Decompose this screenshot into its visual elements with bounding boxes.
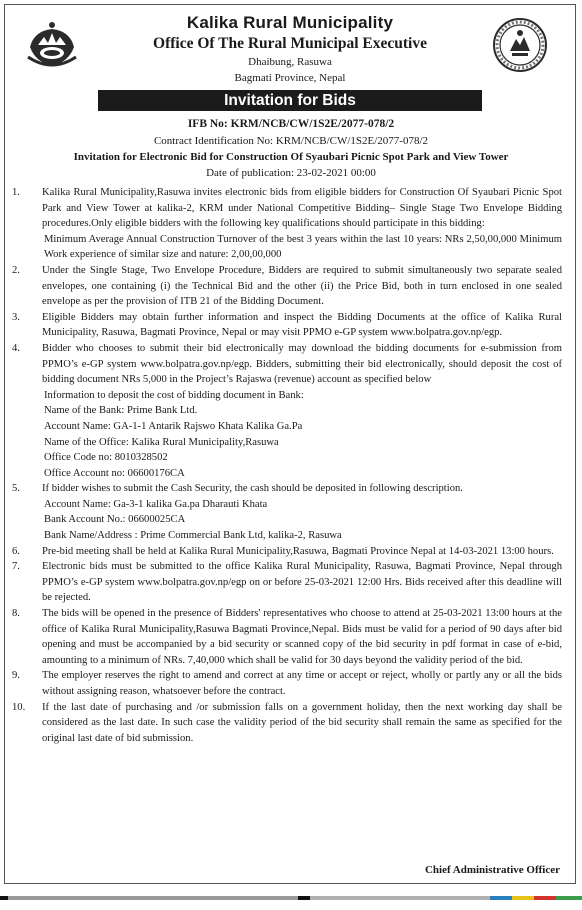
ifb-number: IFB No: KRM/NCB/CW/1S2E/2077-078/2 <box>187 118 395 130</box>
list-item <box>10 700 562 747</box>
item-number: 9. <box>12 670 20 682</box>
item-number: 4. <box>12 342 20 354</box>
item-text: Name of the Bank: Prime Bank Ltd. <box>44 405 198 417</box>
item-number: 5. <box>12 483 20 495</box>
item-text: The employer reserves the right to amend and correct at any time or accept or reject, wholly or partly any or all the bids without assigning reason, whatsoever before the contract. <box>42 670 562 697</box>
list-item <box>10 559 562 606</box>
item-text: Bank Name/Address : Prime Commercial Bank Ltd, kalika-2, Rasuwa <box>44 530 342 542</box>
municipality-name: Kalika Rural Municipality <box>186 13 394 32</box>
item-text: Office Code no: 8010328502 <box>44 452 168 464</box>
item-number: 2. <box>12 264 20 276</box>
list-item <box>10 263 562 310</box>
item-number: 1. <box>12 187 20 198</box>
item-text: Information to deposit the cost of bidding document in Bank: <box>44 389 304 401</box>
bar-segment <box>8 896 298 900</box>
address-line-2: Bagmati Province, Nepal <box>234 72 346 84</box>
signature-title: Chief Administrative Officer <box>424 864 560 876</box>
item-number: 7. <box>12 561 20 573</box>
bar-segment <box>556 896 582 900</box>
item-text: If the last date of purchasing and /or submission falls on a government holiday, then the next working day shall be considered as the last date. In such case the validity period of the bid security shall remain the same as specified for the original last date of bid submission. <box>42 701 562 744</box>
list-item <box>10 310 562 341</box>
bid-items-list <box>10 185 562 746</box>
office-name: Office Of The Rural Municipal Executive <box>153 35 427 52</box>
contract-id: Contract Identification No: KRM/NCB/CW/1S2E/2077-078/2 <box>153 135 429 147</box>
municipality-emblem-icon <box>24 17 80 73</box>
item-number: 8. <box>12 608 20 620</box>
bar-segment <box>310 896 490 900</box>
item-text: Name of the Office: Kalika Rural Municipality,Rasuwa <box>44 436 279 448</box>
item-text: Kalika Rural Municipality,Rasuwa invites electronic bids from eligible bidders for Construction Of Syaubari Picnic Spot Park and View Tower at kalika-2, KRM under National Competitive Bidding– Single Stage Two Envelope Bidding procedures.Only eligible bidders with the following key qualifications should participate in this bidding: <box>42 187 562 230</box>
item-text: If bidder wishes to submit the Cash Security, the cash should be deposited in following description. <box>42 483 463 495</box>
bar-segment <box>534 896 556 900</box>
list-item <box>10 341 562 481</box>
banner-title: Invitation for Bids <box>98 90 482 111</box>
item-text: Electronic bids must be submitted to the office Kalika Rural Municipality, Rasuwa, Bagmati Province, Nepal through PPMO’s e-GP system www.bolpatra.gov.np/egp on or before 25-03-2021 12:00 Hrs. Bids received after this deadline will be rejected. <box>42 561 562 604</box>
list-item <box>10 606 562 668</box>
item-text: Bidder who chooses to submit their bid electronically may download the bidding documents for e-submission from PPMO’s e-GP system www.bolpatra.gov.np/egp. Bidders, submitting their bid electronically, should deposit the cost of bidding document NRs 5,000 in the Project’s Rajaswa (revenue) account as specified below <box>42 342 562 386</box>
item-text: Pre-bid meeting shall be held at Kalika Rural Municipality,Rasuwa, Bagmati Province Nepal at 14-03-2021 13:00 hours. <box>42 545 554 557</box>
item-number: 10. <box>12 701 26 713</box>
publication-date: Date of publication: 23-02-2021 00:00 <box>206 167 376 179</box>
bid-subject: Invitation for Electronic Bid for Construction Of Syaubari Picnic Spot Park and View Tower <box>73 151 509 163</box>
list-item <box>10 544 562 560</box>
bar-segment <box>490 896 512 900</box>
item-number: 3. <box>12 311 20 323</box>
item-text: Office Account no: 06600176CA <box>44 467 185 479</box>
circular-seal-icon <box>492 17 548 73</box>
list-item <box>10 668 562 699</box>
item-text: Minimum Average Annual Construction Turnover of the best 3 years within the last 10 years: NRs 2,50,00,000 Minimum Work experience of similar size and nature: 2,00,00,000 <box>44 233 562 261</box>
list-item <box>10 481 562 543</box>
item-text: Bank Account No.: 06600025CA <box>44 514 186 526</box>
address-line-1: Dhaibung, Rasuwa <box>248 56 332 68</box>
bottom-color-bar <box>0 896 582 900</box>
bar-segment <box>0 896 8 900</box>
item-text: Under the Single Stage, Two Envelope Procedure, Bidders are required to submit simultaneously two separate sealed envelopes, one containing (i) the Technical Bid and the other (ii) the Price Bid, both in turn enclosed in one sealed envelope as per the provision of ITB 21 of the Bidding Document. <box>42 264 562 308</box>
item-number: 6. <box>12 545 20 557</box>
bar-segment <box>298 896 310 900</box>
item-text: Account Name: GA-1-1 Antarik Rajswo Khata Kalika Ga.Pa <box>44 420 303 432</box>
item-text: The bids will be opened in the presence of Bidders' representatives who choose to attend at 25-03-2021 13:00 hours at the office of Kalika Rural Municipality,Rasuwa Bagmati Province,Nepal. Bids must be valid for a period of 90 days after bid opening and must be accompanied by a bid security or scanned copy of the bid security in pdf format in case of e-bid, amounting to a minimum of NRs. 7,40,000 which shall be valid for 30 days beyond the validity period of the bid. <box>42 608 562 666</box>
list-item <box>10 185 562 263</box>
item-text: Eligible Bidders may obtain further information and inspect the Bidding Documents at the office of Kalika Rural Municipality, Rasuwa, Bagmati Province, Nepal or may visit PPMO e-GP system www.bolpatra.gov.np/egp. <box>42 311 562 339</box>
bar-segment <box>512 896 534 900</box>
item-text: Account Name: Ga-3-1 kalika Ga.pa Dharauti Khata <box>44 498 268 510</box>
